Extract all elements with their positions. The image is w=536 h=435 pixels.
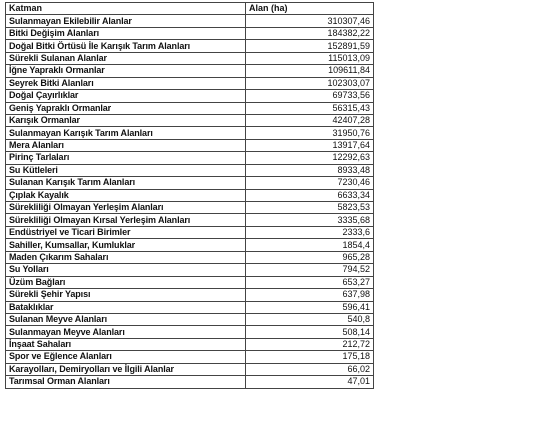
table-header-row bbox=[6, 3, 374, 15]
layer-name-cell: Su Kütleleri bbox=[6, 164, 246, 176]
layer-name-cell: Geniş Yapraklı Ormanlar bbox=[6, 102, 246, 114]
table-row bbox=[6, 15, 374, 27]
area-value-cell: 596,41 bbox=[246, 301, 374, 313]
area-value-cell: 2333,6 bbox=[246, 226, 374, 238]
area-value-cell: 794,52 bbox=[246, 264, 374, 276]
layer-name-cell: Sürekli Şehir Yapısı bbox=[6, 289, 246, 301]
table-row bbox=[6, 77, 374, 89]
area-value-cell: 115013,09 bbox=[246, 52, 374, 64]
land-cover-table bbox=[5, 2, 374, 389]
area-value-cell: 56315,43 bbox=[246, 102, 374, 114]
area-value-cell: 66,02 bbox=[246, 363, 374, 375]
layer-name-cell: Maden Çıkarım Sahaları bbox=[6, 251, 246, 263]
area-value-cell: 653,27 bbox=[246, 276, 374, 288]
layer-name-cell: Üzüm Bağları bbox=[6, 276, 246, 288]
table-row bbox=[6, 326, 374, 338]
table-row bbox=[6, 276, 374, 288]
layer-name-cell: Karışık Ormanlar bbox=[6, 114, 246, 126]
table-row bbox=[6, 214, 374, 226]
area-value-cell: 175,18 bbox=[246, 351, 374, 363]
land-cover-table-container bbox=[5, 2, 373, 389]
header-layer: Katman bbox=[6, 3, 246, 15]
table-row bbox=[6, 301, 374, 313]
area-value-cell: 184382,22 bbox=[246, 27, 374, 39]
area-value-cell: 42407,28 bbox=[246, 114, 374, 126]
layer-name-cell: Seyrek Bitki Alanları bbox=[6, 77, 246, 89]
table-row bbox=[6, 376, 374, 388]
layer-name-cell: Sulanan Karışık Tarım Alanları bbox=[6, 177, 246, 189]
table-row bbox=[6, 363, 374, 375]
area-value-cell: 31950,76 bbox=[246, 127, 374, 139]
table-row bbox=[6, 226, 374, 238]
layer-name-cell: Çıplak Kayalık bbox=[6, 189, 246, 201]
layer-name-cell: Sulanmayan Karışık Tarım Alanları bbox=[6, 127, 246, 139]
area-value-cell: 212,72 bbox=[246, 338, 374, 350]
layer-name-cell: Su Yolları bbox=[6, 264, 246, 276]
table-row bbox=[6, 202, 374, 214]
table-row bbox=[6, 139, 374, 151]
layer-name-cell: Sürekliliği Olmayan Kırsal Yerleşim Alanları bbox=[6, 214, 246, 226]
area-value-cell: 152891,59 bbox=[246, 40, 374, 52]
layer-name-cell: Mera Alanları bbox=[6, 139, 246, 151]
layer-name-cell: Sulanmayan Ekilebilir Alanlar bbox=[6, 15, 246, 27]
table-row bbox=[6, 351, 374, 363]
area-value-cell: 7230,46 bbox=[246, 177, 374, 189]
table-row bbox=[6, 239, 374, 251]
table-row bbox=[6, 114, 374, 126]
area-value-cell: 13917,64 bbox=[246, 139, 374, 151]
table-body bbox=[6, 15, 374, 388]
area-value-cell: 3335,68 bbox=[246, 214, 374, 226]
layer-name-cell: Sahiller, Kumsallar, Kumluklar bbox=[6, 239, 246, 251]
layer-name-cell: Sulanmayan Meyve Alanları bbox=[6, 326, 246, 338]
area-value-cell: 508,14 bbox=[246, 326, 374, 338]
table-row bbox=[6, 90, 374, 102]
table-row bbox=[6, 102, 374, 114]
area-value-cell: 8933,48 bbox=[246, 164, 374, 176]
table-row bbox=[6, 127, 374, 139]
layer-name-cell: Pirinç Tarlaları bbox=[6, 152, 246, 164]
layer-name-cell: Spor ve Eğlence Alanları bbox=[6, 351, 246, 363]
table-row bbox=[6, 177, 374, 189]
layer-name-cell: Endüstriyel ve Ticari Birimler bbox=[6, 226, 246, 238]
layer-name-cell: Karayolları, Demiryolları ve İlgili Alanlar bbox=[6, 363, 246, 375]
area-value-cell: 540,8 bbox=[246, 313, 374, 325]
layer-name-cell: Bitki Değişim Alanları bbox=[6, 27, 246, 39]
table-row bbox=[6, 27, 374, 39]
table-row bbox=[6, 52, 374, 64]
area-value-cell: 965,28 bbox=[246, 251, 374, 263]
area-value-cell: 102303,07 bbox=[246, 77, 374, 89]
layer-name-cell: Doğal Çayırlıklar bbox=[6, 90, 246, 102]
area-value-cell: 637,98 bbox=[246, 289, 374, 301]
table-row bbox=[6, 40, 374, 52]
table-row bbox=[6, 152, 374, 164]
layer-name-cell: Sürekli Sulanan Alanlar bbox=[6, 52, 246, 64]
area-value-cell: 109611,84 bbox=[246, 65, 374, 77]
table-row bbox=[6, 251, 374, 263]
area-value-cell: 5823,53 bbox=[246, 202, 374, 214]
layer-name-cell: İğne Yapraklı Ormanlar bbox=[6, 65, 246, 77]
area-value-cell: 1854,4 bbox=[246, 239, 374, 251]
table-row bbox=[6, 264, 374, 276]
table-row bbox=[6, 164, 374, 176]
layer-name-cell: Bataklıklar bbox=[6, 301, 246, 313]
area-value-cell: 6633,34 bbox=[246, 189, 374, 201]
layer-name-cell: Tarımsal Orman Alanları bbox=[6, 376, 246, 388]
table-row bbox=[6, 338, 374, 350]
area-value-cell: 47,01 bbox=[246, 376, 374, 388]
table-row bbox=[6, 289, 374, 301]
table-row bbox=[6, 65, 374, 77]
area-value-cell: 12292,63 bbox=[246, 152, 374, 164]
table-row bbox=[6, 313, 374, 325]
layer-name-cell: Sürekliliği Olmayan Yerleşim Alanları bbox=[6, 202, 246, 214]
table-row bbox=[6, 189, 374, 201]
area-value-cell: 310307,46 bbox=[246, 15, 374, 27]
layer-name-cell: İnşaat Sahaları bbox=[6, 338, 246, 350]
header-area: Alan (ha) bbox=[246, 3, 374, 15]
layer-name-cell: Sulanan Meyve Alanları bbox=[6, 313, 246, 325]
layer-name-cell: Doğal Bitki Örtüsü İle Karışık Tarım Alanları bbox=[6, 40, 246, 52]
area-value-cell: 69733,56 bbox=[246, 90, 374, 102]
